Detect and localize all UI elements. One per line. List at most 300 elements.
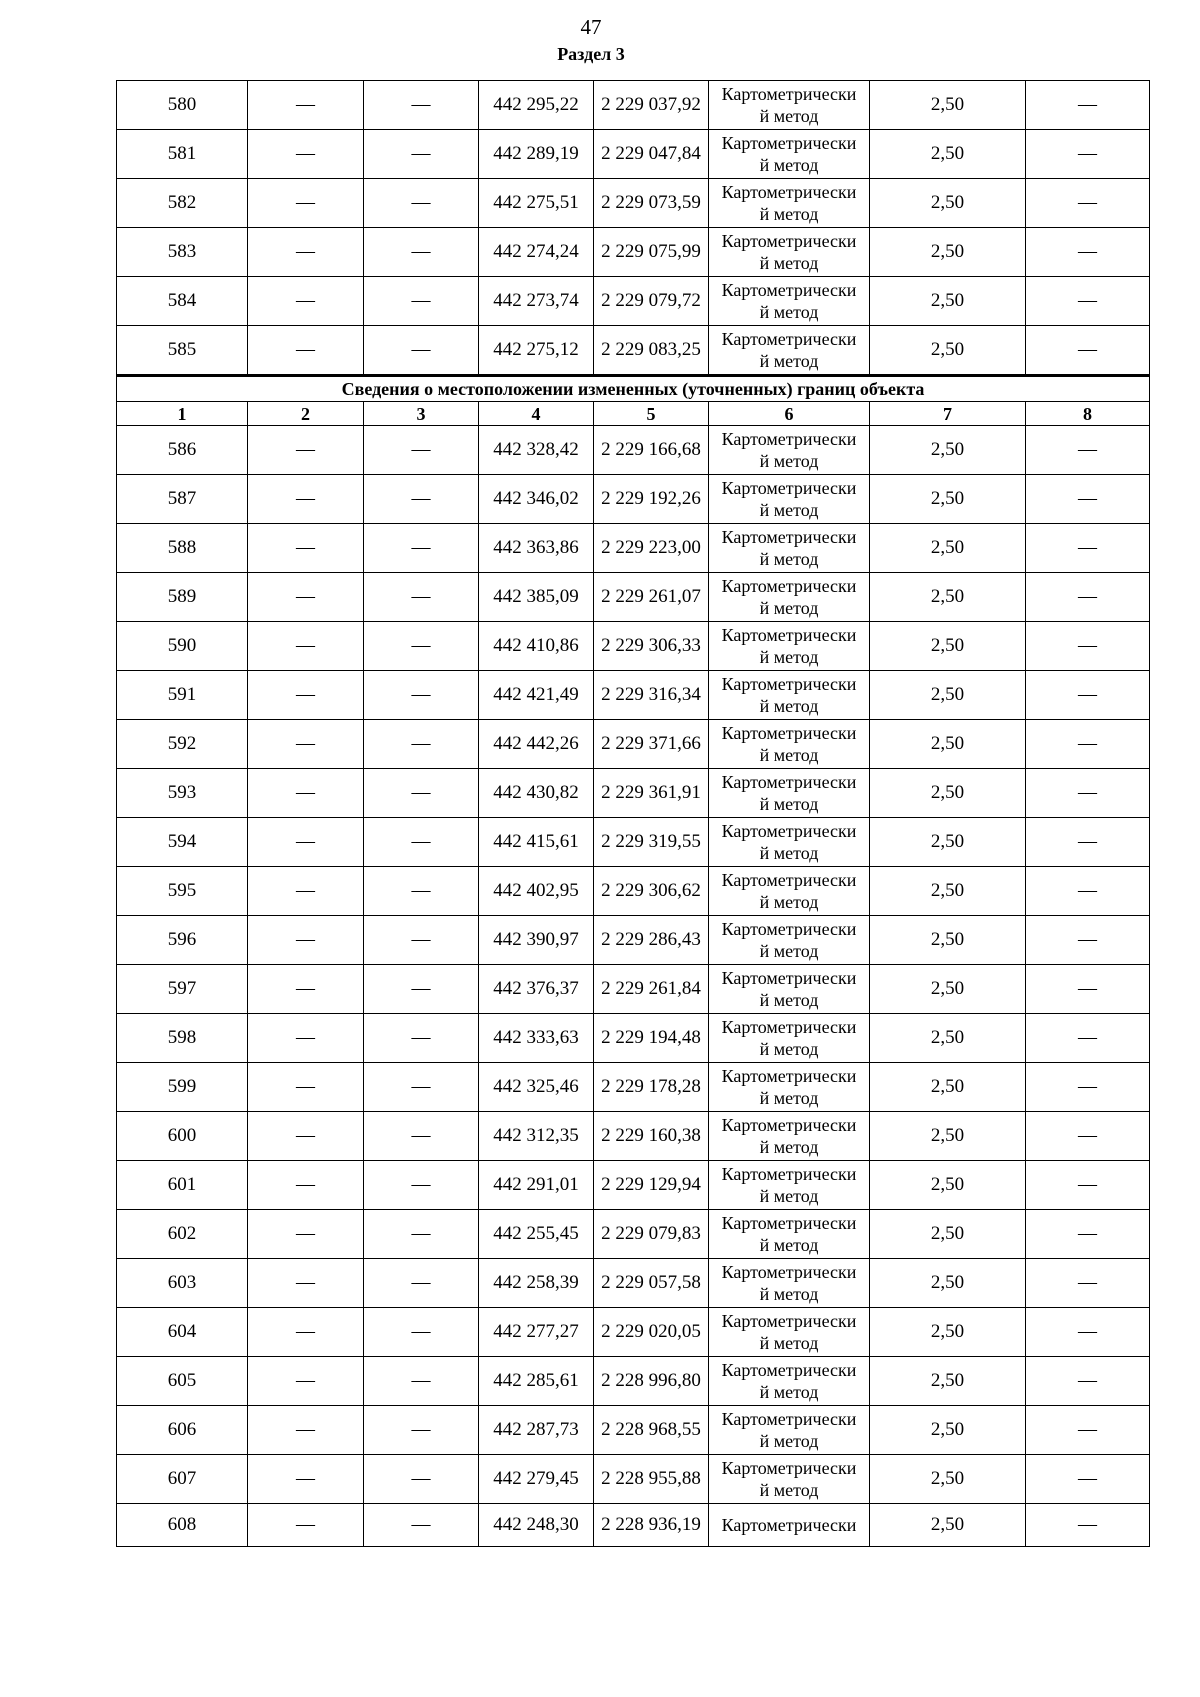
method-cell: [709, 1406, 870, 1455]
dash-cell: —: [1026, 769, 1150, 818]
accuracy-value: 2,50: [870, 965, 1026, 1014]
dash-cell: —: [1026, 277, 1150, 326]
dash-cell: —: [1026, 1210, 1150, 1259]
dash-cell: —: [1026, 475, 1150, 524]
dash-cell: —: [364, 622, 479, 671]
dash-cell: —: [248, 1357, 364, 1406]
method-line-2: й метод: [759, 892, 819, 912]
coord-x: 442 328,42: [479, 426, 594, 475]
method-cell: [709, 720, 870, 769]
method-line-1: Картометрически: [721, 1017, 857, 1037]
method-line-2: й метод: [759, 253, 819, 273]
table-row: [117, 867, 1150, 916]
method-cell: [709, 867, 870, 916]
coord-x: 442 287,73: [479, 1406, 594, 1455]
coord-x: 442 363,86: [479, 524, 594, 573]
dash-cell: —: [364, 1504, 479, 1547]
method-line-1: Картометрически: [721, 1164, 857, 1184]
dash-cell: —: [248, 622, 364, 671]
dash-cell: —: [1026, 867, 1150, 916]
point-number: 601: [117, 1161, 248, 1210]
point-number: 584: [117, 277, 248, 326]
coord-y: 2 229 178,28: [594, 1063, 709, 1112]
dash-cell: —: [248, 720, 364, 769]
coord-y: 2 229 192,26: [594, 475, 709, 524]
coord-y: 2 229 160,38: [594, 1112, 709, 1161]
method-cell: [709, 622, 870, 671]
dash-cell: —: [364, 1161, 479, 1210]
dash-cell: —: [1026, 818, 1150, 867]
column-header-5: 5: [594, 402, 709, 426]
coord-x: 442 275,51: [479, 179, 594, 228]
method-line-1: Картометрически: [721, 133, 857, 153]
dash-cell: —: [1026, 1259, 1150, 1308]
coord-x: 442 295,22: [479, 81, 594, 130]
method-line-1: Картометрически: [721, 1262, 857, 1282]
method-line-1: Картометрически: [721, 576, 857, 596]
section-title: Раздел 3: [557, 44, 625, 64]
method-cell: [709, 130, 870, 179]
dash-cell: —: [248, 228, 364, 277]
accuracy-value: 2,50: [870, 573, 1026, 622]
method-line-1: Картометрически: [721, 772, 857, 792]
method-line-2: й метод: [759, 1431, 819, 1451]
dash-cell: —: [1026, 1406, 1150, 1455]
dash-cell: —: [1026, 573, 1150, 622]
coord-x: 442 430,82: [479, 769, 594, 818]
section-heading: Сведения о местоположении измененных (уточненных) границ объекта: [117, 376, 1150, 402]
coord-x: 442 346,02: [479, 475, 594, 524]
column-header-3: 3: [364, 402, 479, 426]
dash-cell: —: [364, 1455, 479, 1504]
method-cell: [709, 573, 870, 622]
dash-cell: —: [1026, 130, 1150, 179]
dash-cell: —: [248, 1455, 364, 1504]
coord-y: 2 229 057,58: [594, 1259, 709, 1308]
dash-cell: —: [1026, 179, 1150, 228]
coord-x: 442 275,12: [479, 326, 594, 376]
method-line-2: й метод: [759, 106, 819, 126]
dash-cell: —: [364, 818, 479, 867]
method-line-2: й метод: [759, 1480, 819, 1500]
method-line-1: Картометрически: [721, 870, 857, 890]
coord-x: 442 442,26: [479, 720, 594, 769]
method-line-2: й метод: [759, 155, 819, 175]
point-number: 580: [117, 81, 248, 130]
dash-cell: —: [248, 1406, 364, 1455]
table-row: [117, 671, 1150, 720]
method-cell: [709, 524, 870, 573]
dash-cell: —: [1026, 326, 1150, 376]
table-row: [117, 1455, 1150, 1504]
accuracy-value: 2,50: [870, 1063, 1026, 1112]
coord-y: 2 229 037,92: [594, 81, 709, 130]
dash-cell: —: [248, 1210, 364, 1259]
accuracy-value: 2,50: [870, 1161, 1026, 1210]
coord-x: 442 248,30: [479, 1504, 594, 1547]
coord-y: 2 229 047,84: [594, 130, 709, 179]
coord-y: 2 229 306,62: [594, 867, 709, 916]
method-line-2: й метод: [759, 1284, 819, 1304]
coord-x: 442 410,86: [479, 622, 594, 671]
coord-y: 2 229 261,07: [594, 573, 709, 622]
dash-cell: —: [248, 426, 364, 475]
coord-y: 2 229 361,91: [594, 769, 709, 818]
table-row: [117, 1357, 1150, 1406]
dash-cell: —: [364, 573, 479, 622]
dash-cell: —: [248, 916, 364, 965]
dash-cell: —: [248, 1161, 364, 1210]
method-line-2: й метод: [759, 696, 819, 716]
coord-y: 2 228 936,19: [594, 1504, 709, 1547]
method-cell: [709, 1014, 870, 1063]
accuracy-value: 2,50: [870, 916, 1026, 965]
method-cell: [709, 277, 870, 326]
coord-y: 2 229 316,34: [594, 671, 709, 720]
method-cell: [709, 1259, 870, 1308]
table-row: [117, 1014, 1150, 1063]
dash-cell: —: [364, 671, 479, 720]
table-row: [117, 1210, 1150, 1259]
method-cell: [709, 81, 870, 130]
table-row: [117, 228, 1150, 277]
method-line-2: й метод: [759, 500, 819, 520]
column-header-7: 7: [870, 402, 1026, 426]
point-number: 596: [117, 916, 248, 965]
dash-cell: —: [1026, 671, 1150, 720]
section-heading-row: [117, 376, 1150, 402]
table-row: [117, 1406, 1150, 1455]
table-row: [117, 326, 1150, 376]
dash-cell: —: [1026, 965, 1150, 1014]
method-line-1: Картометрически: [721, 821, 857, 841]
coord-y: 2 229 079,83: [594, 1210, 709, 1259]
coord-x: 442 279,45: [479, 1455, 594, 1504]
table-body-existing: [117, 81, 1150, 376]
point-number: 598: [117, 1014, 248, 1063]
coord-y: 2 229 129,94: [594, 1161, 709, 1210]
method-line-1: Картометрически: [721, 231, 857, 251]
point-number: 582: [117, 179, 248, 228]
dash-cell: —: [248, 1112, 364, 1161]
method-cell: [709, 1455, 870, 1504]
method-line-2: й метод: [759, 1235, 819, 1255]
dash-cell: —: [1026, 1455, 1150, 1504]
accuracy-value: 2,50: [870, 1406, 1026, 1455]
dash-cell: —: [248, 1504, 364, 1547]
point-number: 586: [117, 426, 248, 475]
accuracy-value: 2,50: [870, 1014, 1026, 1063]
table-row: [117, 769, 1150, 818]
method-line-1: Картометрически: [721, 84, 857, 104]
dash-cell: —: [248, 130, 364, 179]
dash-cell: —: [1026, 1063, 1150, 1112]
accuracy-value: 2,50: [870, 720, 1026, 769]
method-cell: [709, 916, 870, 965]
coord-y: 2 229 261,84: [594, 965, 709, 1014]
accuracy-value: 2,50: [870, 475, 1026, 524]
coord-x: 442 390,97: [479, 916, 594, 965]
table-row: [117, 1161, 1150, 1210]
coord-x: 442 289,19: [479, 130, 594, 179]
coord-y: 2 228 968,55: [594, 1406, 709, 1455]
dash-cell: —: [364, 1063, 479, 1112]
coord-y: 2 229 166,68: [594, 426, 709, 475]
method-line-2: й метод: [759, 1039, 819, 1059]
table-row: [117, 622, 1150, 671]
dash-cell: —: [1026, 1112, 1150, 1161]
dash-cell: —: [1026, 720, 1150, 769]
method-line-1: Картометрически: [721, 1409, 857, 1429]
point-number: 594: [117, 818, 248, 867]
accuracy-value: 2,50: [870, 179, 1026, 228]
point-number: 591: [117, 671, 248, 720]
coordinates-table: [116, 80, 1150, 1547]
point-number: 595: [117, 867, 248, 916]
dash-cell: —: [364, 426, 479, 475]
point-number: 604: [117, 1308, 248, 1357]
method-cell: [709, 475, 870, 524]
coord-y: 2 229 073,59: [594, 179, 709, 228]
method-line-1: Картометрически: [721, 1515, 857, 1535]
point-number: 585: [117, 326, 248, 376]
point-number: 602: [117, 1210, 248, 1259]
method-cell: [709, 818, 870, 867]
method-cell: [709, 965, 870, 1014]
point-number: 588: [117, 524, 248, 573]
dash-cell: —: [248, 81, 364, 130]
coord-y: 2 229 083,25: [594, 326, 709, 376]
table-row: [117, 1259, 1150, 1308]
method-line-2: й метод: [759, 549, 819, 569]
dash-cell: —: [248, 769, 364, 818]
method-line-2: й метод: [759, 990, 819, 1010]
method-line-1: Картометрически: [721, 919, 857, 939]
table-row: [117, 277, 1150, 326]
method-line-1: Картометрически: [721, 527, 857, 547]
point-number: 603: [117, 1259, 248, 1308]
coord-y: 2 229 079,72: [594, 277, 709, 326]
method-line-1: Картометрически: [721, 429, 857, 449]
point-number: 597: [117, 965, 248, 1014]
accuracy-value: 2,50: [870, 326, 1026, 376]
method-cell: [709, 671, 870, 720]
method-line-2: й метод: [759, 598, 819, 618]
accuracy-value: 2,50: [870, 1504, 1026, 1547]
coord-x: 442 385,09: [479, 573, 594, 622]
table-row: [117, 475, 1150, 524]
method-cell: [709, 1112, 870, 1161]
column-header-2: 2: [248, 402, 364, 426]
coord-y: 2 229 286,43: [594, 916, 709, 965]
accuracy-value: 2,50: [870, 867, 1026, 916]
method-line-2: й метод: [759, 941, 819, 961]
coord-x: 442 376,37: [479, 965, 594, 1014]
table-row: [117, 130, 1150, 179]
method-line-2: й метод: [759, 1088, 819, 1108]
dash-cell: —: [364, 1357, 479, 1406]
coord-x: 442 312,35: [479, 1112, 594, 1161]
method-line-1: Картометрически: [721, 968, 857, 988]
coord-x: 442 273,74: [479, 277, 594, 326]
accuracy-value: 2,50: [870, 1112, 1026, 1161]
coord-x: 442 333,63: [479, 1014, 594, 1063]
coord-x: 442 325,46: [479, 1063, 594, 1112]
dash-cell: —: [248, 1259, 364, 1308]
coord-x: 442 258,39: [479, 1259, 594, 1308]
accuracy-value: 2,50: [870, 671, 1026, 720]
dash-cell: —: [364, 475, 479, 524]
coord-x: 442 277,27: [479, 1308, 594, 1357]
coord-x: 442 274,24: [479, 228, 594, 277]
method-line-1: Картометрически: [721, 1311, 857, 1331]
dash-cell: —: [1026, 1308, 1150, 1357]
dash-cell: —: [364, 1259, 479, 1308]
coord-y: 2 229 020,05: [594, 1308, 709, 1357]
coord-y: 2 228 955,88: [594, 1455, 709, 1504]
dash-cell: —: [1026, 916, 1150, 965]
coord-y: 2 229 319,55: [594, 818, 709, 867]
dash-cell: —: [1026, 426, 1150, 475]
page-number: 47: [580, 15, 602, 39]
accuracy-value: 2,50: [870, 81, 1026, 130]
dash-cell: —: [364, 867, 479, 916]
dash-cell: —: [248, 277, 364, 326]
dash-cell: —: [248, 867, 364, 916]
method-line-2: й метод: [759, 745, 819, 765]
accuracy-value: 2,50: [870, 1210, 1026, 1259]
table-row: [117, 916, 1150, 965]
dash-cell: —: [364, 326, 479, 376]
point-number: 583: [117, 228, 248, 277]
method-line-1: Картометрически: [721, 1066, 857, 1086]
method-line-2: й метод: [759, 1186, 819, 1206]
point-number: 590: [117, 622, 248, 671]
table-body-changed: [117, 426, 1150, 1547]
point-number: 599: [117, 1063, 248, 1112]
coord-y: 2 229 371,66: [594, 720, 709, 769]
method-cell: [709, 228, 870, 277]
dash-cell: —: [248, 475, 364, 524]
method-cell: [709, 1504, 870, 1547]
method-line-2: й метод: [759, 843, 819, 863]
accuracy-value: 2,50: [870, 524, 1026, 573]
dash-cell: —: [364, 524, 479, 573]
point-number: 592: [117, 720, 248, 769]
method-line-1: Картометрически: [721, 1360, 857, 1380]
table-row: [117, 1112, 1150, 1161]
coord-x: 442 402,95: [479, 867, 594, 916]
dash-cell: —: [364, 81, 479, 130]
dash-cell: —: [248, 671, 364, 720]
method-cell: [709, 1357, 870, 1406]
dash-cell: —: [1026, 228, 1150, 277]
coord-y: 2 229 194,48: [594, 1014, 709, 1063]
point-number: 589: [117, 573, 248, 622]
column-number-row: [117, 402, 1150, 426]
table-row: [117, 573, 1150, 622]
point-number: 607: [117, 1455, 248, 1504]
table-row: [117, 426, 1150, 475]
dash-cell: —: [1026, 1504, 1150, 1547]
dash-cell: —: [248, 524, 364, 573]
method-line-1: Картометрически: [721, 478, 857, 498]
method-line-2: й метод: [759, 1137, 819, 1157]
accuracy-value: 2,50: [870, 769, 1026, 818]
method-line-2: й метод: [759, 1382, 819, 1402]
dash-cell: —: [364, 277, 479, 326]
dash-cell: —: [364, 965, 479, 1014]
column-header-1: 1: [117, 402, 248, 426]
method-line-1: Картометрически: [721, 1458, 857, 1478]
dash-cell: —: [364, 1210, 479, 1259]
method-cell: [709, 769, 870, 818]
dash-cell: —: [248, 326, 364, 376]
coord-y: 2 229 306,33: [594, 622, 709, 671]
point-number: 600: [117, 1112, 248, 1161]
coord-x: 442 291,01: [479, 1161, 594, 1210]
dash-cell: —: [364, 1308, 479, 1357]
method-line-1: Картометрически: [721, 625, 857, 645]
column-header-8: 8: [1026, 402, 1150, 426]
dash-cell: —: [364, 769, 479, 818]
coord-y: 2 229 223,00: [594, 524, 709, 573]
accuracy-value: 2,50: [870, 818, 1026, 867]
accuracy-value: 2,50: [870, 228, 1026, 277]
method-cell: [709, 179, 870, 228]
dash-cell: —: [364, 130, 479, 179]
method-line-2: й метод: [759, 451, 819, 471]
column-header-4: 4: [479, 402, 594, 426]
dash-cell: —: [1026, 81, 1150, 130]
dash-cell: —: [1026, 1161, 1150, 1210]
method-line-2: й метод: [759, 794, 819, 814]
method-line-2: й метод: [759, 647, 819, 667]
coord-x: 442 421,49: [479, 671, 594, 720]
table-section-header: [117, 376, 1150, 426]
accuracy-value: 2,50: [870, 426, 1026, 475]
method-cell: [709, 326, 870, 376]
dash-cell: —: [364, 1014, 479, 1063]
table-row: [117, 1308, 1150, 1357]
coord-x: 442 255,45: [479, 1210, 594, 1259]
method-cell: [709, 1063, 870, 1112]
method-line-2: й метод: [759, 204, 819, 224]
method-line-1: Картометрически: [721, 182, 857, 202]
dash-cell: —: [1026, 622, 1150, 671]
dash-cell: —: [248, 1308, 364, 1357]
coord-x: 442 285,61: [479, 1357, 594, 1406]
accuracy-value: 2,50: [870, 277, 1026, 326]
dash-cell: —: [364, 720, 479, 769]
dash-cell: —: [248, 573, 364, 622]
method-line-1: Картометрически: [721, 674, 857, 694]
table-row: [117, 965, 1150, 1014]
point-number: 605: [117, 1357, 248, 1406]
method-line-1: Картометрически: [721, 329, 857, 349]
method-line-1: Картометрически: [721, 1115, 857, 1135]
coord-y: 2 228 996,80: [594, 1357, 709, 1406]
method-cell: [709, 426, 870, 475]
accuracy-value: 2,50: [870, 1357, 1026, 1406]
table-row: [117, 524, 1150, 573]
dash-cell: —: [248, 1063, 364, 1112]
table-row: [117, 818, 1150, 867]
dash-cell: —: [1026, 1014, 1150, 1063]
dash-cell: —: [364, 1112, 479, 1161]
table-row: [117, 81, 1150, 130]
dash-cell: —: [364, 179, 479, 228]
